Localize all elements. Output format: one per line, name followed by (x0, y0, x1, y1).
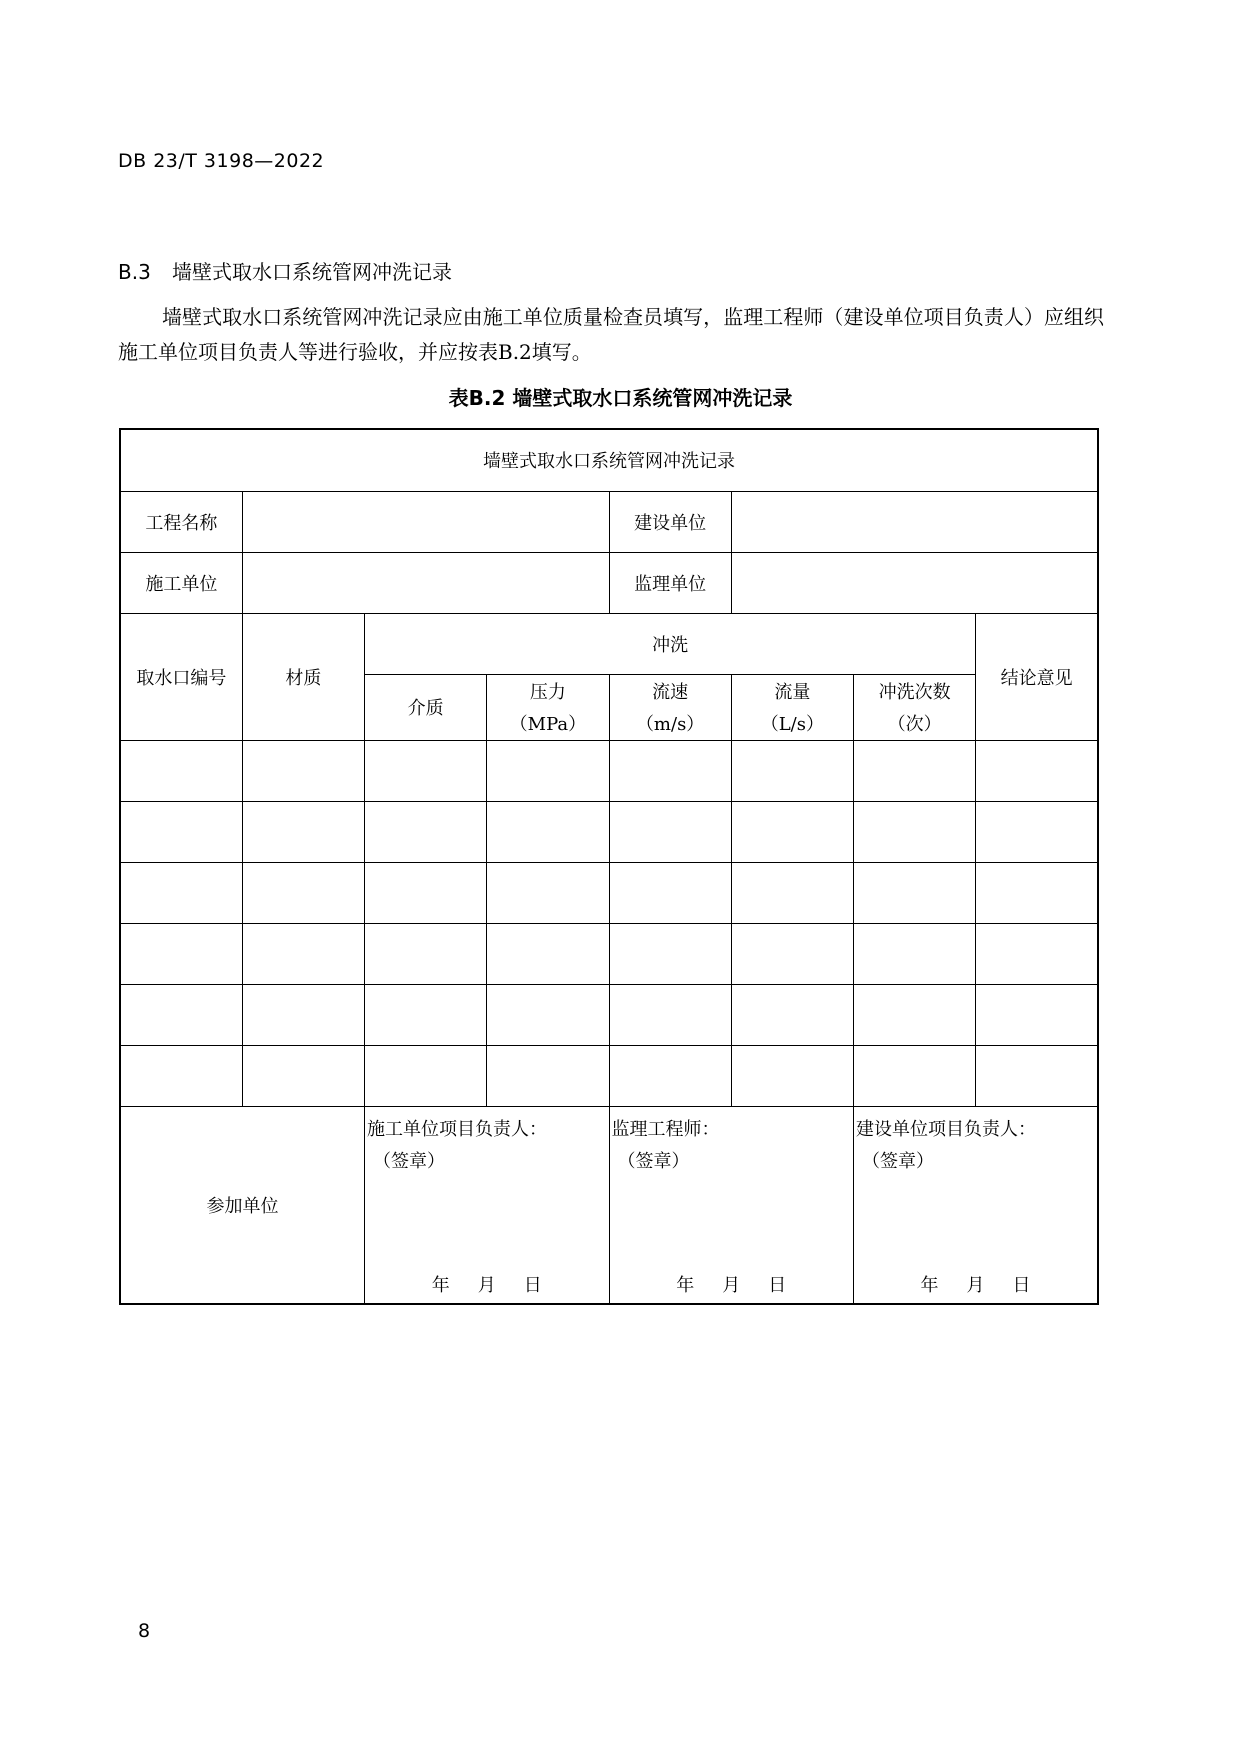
table-caption: 表B.2 墙壁式取水口系统管网冲洗记录 (448, 386, 793, 410)
intro-paragraph: 墙壁式取水口系统管网冲洗记录应由施工单位质量检查员填写，监理工程师（建设单位项目负责人）应组织施工单位项目负责人等进行验收，并应按表B.2填写。 (118, 305, 1104, 364)
flush-header: 冲洗 (365, 613, 976, 674)
seal-label: （签章） (373, 1150, 445, 1172)
year-label: 年 (920, 1275, 939, 1296)
flow-header (731, 674, 853, 740)
flow-unit: （L/s） (760, 714, 824, 735)
table-row (120, 984, 1098, 1045)
builder-signature-cell[interactable] (854, 1106, 1099, 1304)
builder-label: 建设单位 (609, 491, 731, 552)
supervisor-signature-cell[interactable] (609, 1106, 854, 1304)
day-label: 日 (768, 1275, 787, 1296)
constructor-signature-cell[interactable] (365, 1106, 610, 1304)
flow-label: 流量 (774, 682, 811, 703)
supervisor-value[interactable] (731, 552, 1098, 613)
seal-label: （签章） (862, 1150, 934, 1172)
day-label: 日 (523, 1275, 542, 1296)
signature-date (854, 1271, 1097, 1297)
material-header: 材质 (242, 613, 364, 740)
section-title: 墙壁式取水口系统管网冲洗记录 (172, 260, 452, 284)
supervisor-label: 监理单位 (609, 552, 731, 613)
flush-record-table (119, 428, 1099, 1305)
flush-count-header (854, 674, 976, 740)
section-heading (118, 256, 452, 285)
constructor-head-label: 施工单位项目负责人： (367, 1118, 547, 1140)
supervisor-engineer-label: 监理工程师： (611, 1118, 720, 1140)
year-label: 年 (431, 1275, 450, 1296)
year-label: 年 (676, 1275, 695, 1296)
table-row (120, 801, 1098, 862)
page-number: 8 (138, 1620, 151, 1642)
flush-count-unit: （次） (887, 714, 942, 735)
day-label: 日 (1012, 1275, 1031, 1296)
velocity-label: 流速 (652, 682, 689, 703)
builder-head-label: 建设单位项目负责人： (856, 1118, 1036, 1140)
month-label: 月 (966, 1275, 985, 1296)
project-name-value[interactable] (242, 491, 609, 552)
table-title: 墙壁式取水口系统管网冲洗记录 (120, 429, 1098, 491)
project-name-label: 工程名称 (120, 491, 242, 552)
flush-count-label: 冲洗次数 (878, 682, 951, 703)
intake-no-header: 取水口编号 (120, 613, 242, 740)
velocity-header (609, 674, 731, 740)
seal-label: （签章） (617, 1150, 690, 1172)
constructor-label: 施工单位 (120, 552, 242, 613)
medium-header: 介质 (365, 674, 487, 740)
document-id: DB 23/T 3198—2022 (118, 150, 325, 172)
participants-label: 参加单位 (120, 1106, 365, 1304)
pressure-unit: （MPa） (509, 714, 587, 735)
conclusion-header: 结论意见 (976, 613, 1098, 740)
month-label: 月 (722, 1275, 741, 1296)
velocity-unit: （m/s） (635, 714, 705, 735)
pressure-header (487, 674, 609, 740)
builder-value[interactable] (731, 491, 1098, 552)
constructor-value[interactable] (242, 552, 609, 613)
signature-date (365, 1271, 609, 1297)
month-label: 月 (477, 1275, 496, 1296)
table-row (120, 923, 1098, 984)
table-row (120, 1045, 1098, 1106)
pressure-label: 压力 (529, 682, 566, 703)
table-row (120, 862, 1098, 923)
section-number: B.3 (118, 260, 151, 284)
table-row (120, 740, 1098, 801)
signature-date (610, 1271, 854, 1297)
